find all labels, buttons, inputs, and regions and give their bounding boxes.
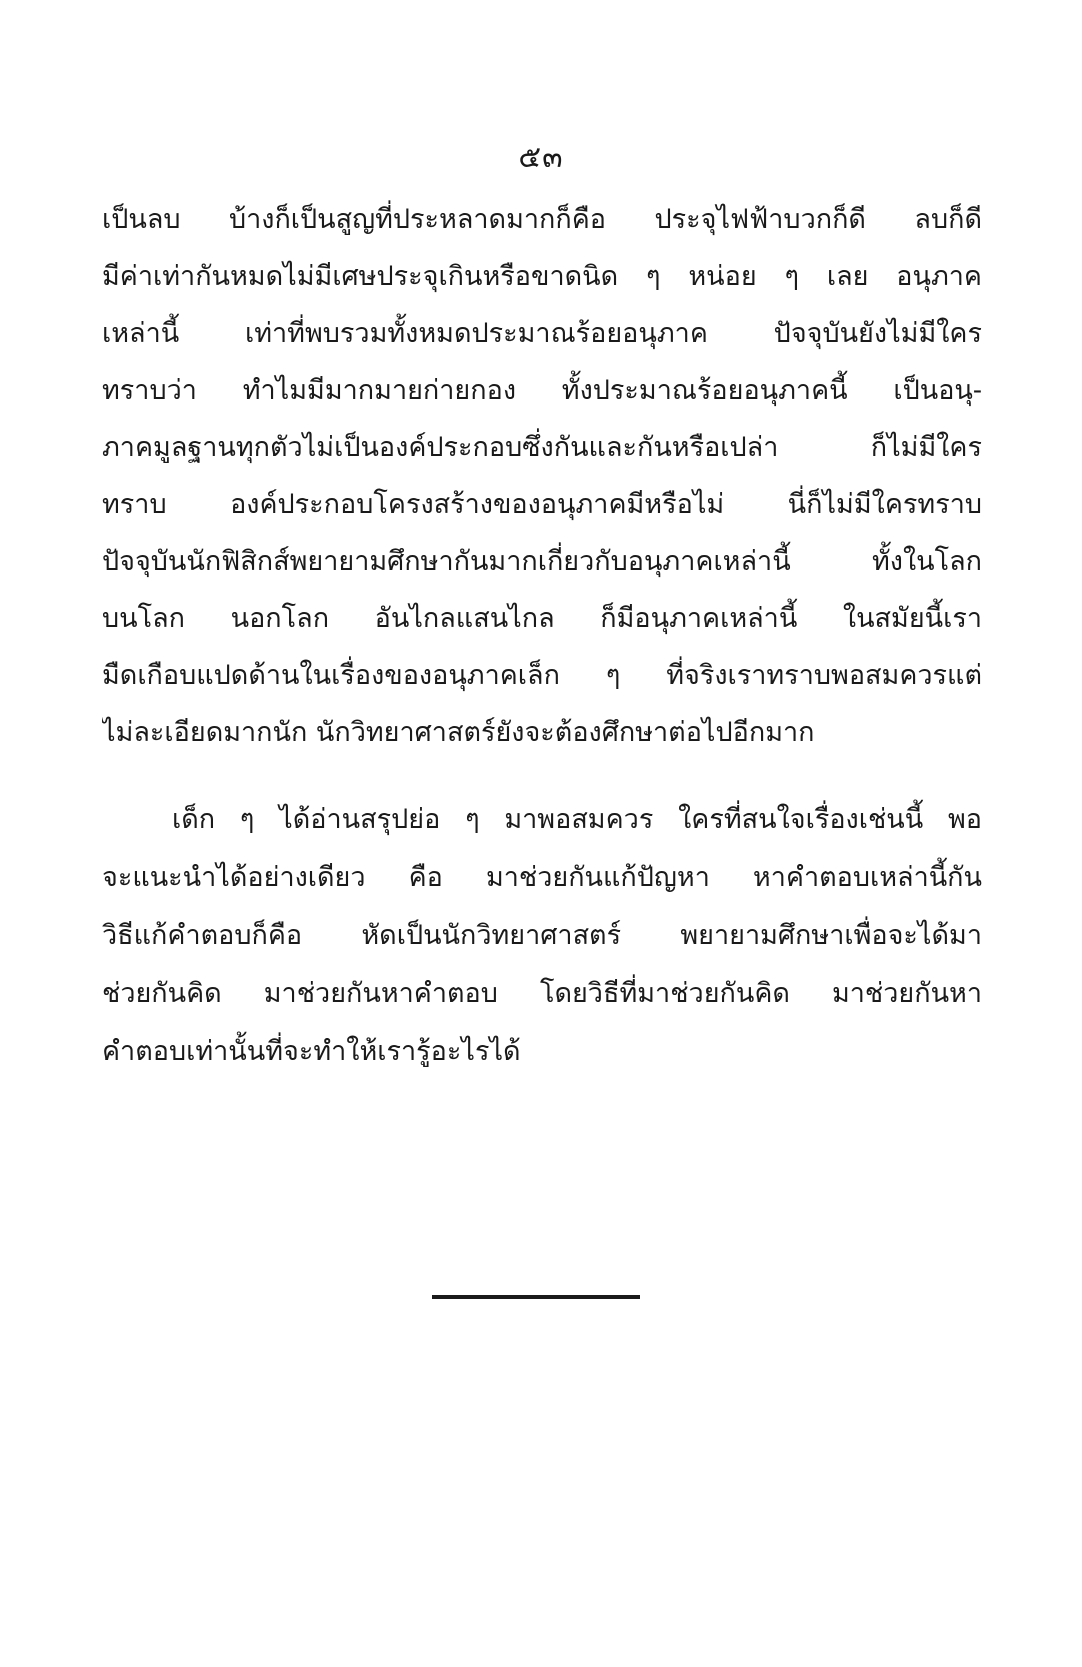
text-line: เป็นลบ บ้างก็เป็นสูญที่ประหลาดมากก็คือ ประจุไฟฟ้าบวกก็ดี ลบก็ดี: [102, 204, 982, 235]
text-line: ภาคมูลฐานทุกตัวไม่เป็นองค์ประกอบซึ่งกันและกันหรือเปล่า ก็ไม่มีใคร: [102, 432, 982, 463]
section-divider-rule: [432, 1295, 640, 1299]
text-line: วิธีแก้คำตอบก็คือ หัดเป็นนักวิทยาศาสตร์ พยายามศึกษาเพื่อจะได้มา: [102, 920, 982, 951]
text-line: บนโลก นอกโลก อันไกลแสนไกล ก็มีอนุภาคเหล่านี้ ในสมัยนี้เรา: [102, 603, 982, 634]
text-line: คำตอบเท่านั้นที่จะทำให้เรารู้อะไรได้: [102, 1036, 521, 1067]
text-line: มีค่าเท่ากันหมดไม่มีเศษประจุเกินหรือขาดนิด ๆ หน่อย ๆ เลย อนุภาค: [102, 261, 982, 292]
text-line: มืดเกือบแปดด้านในเรื่องของอนุภาคเล็ก ๆ ที่จริงเราทราบพอสมควรแต่: [102, 660, 982, 691]
text-line: จะแนะนำได้อย่างเดียว คือ มาช่วยกันแก้ปัญหา หาคำตอบเหล่านี้กัน: [102, 862, 982, 893]
text-line: เหล่านี้ เท่าที่พบรวมทั้งหมดประมาณร้อยอนุภาค ปัจจุบันยังไม่มีใคร: [102, 318, 982, 349]
text-line: ทราบว่า ทำไมมีมากมายก่ายกอง ทั้งประมาณร้อยอนุภาคนี้ เป็นอนุ-: [102, 375, 982, 406]
text-line: ช่วยกันคิด มาช่วยกันหาคำตอบ โดยวิธีที่มาช่วยกันคิด มาช่วยกันหา: [102, 978, 982, 1009]
text-line: ทราบ องค์ประกอบโครงสร้างของอนุภาคมีหรือไม่ นี่ก็ไม่มีใครทราบ: [102, 489, 982, 520]
text-line: ปัจจุบันนักฟิสิกส์พยายามศึกษากันมากเกี่ยวกับอนุภาคเหล่านี้ ทั้งในโลก: [102, 546, 982, 577]
text-line: ไม่ละเอียดมากนัก นักวิทยาศาสตร์ยังจะต้องศึกษาต่อไปอีกมาก: [102, 717, 815, 748]
text-line: เด็ก ๆ ได้อ่านสรุปย่อ ๆ มาพอสมควร ใครที่สนใจเรื่องเช่นนี้ พอ: [172, 804, 982, 835]
page-number: ๕๓: [518, 140, 564, 175]
